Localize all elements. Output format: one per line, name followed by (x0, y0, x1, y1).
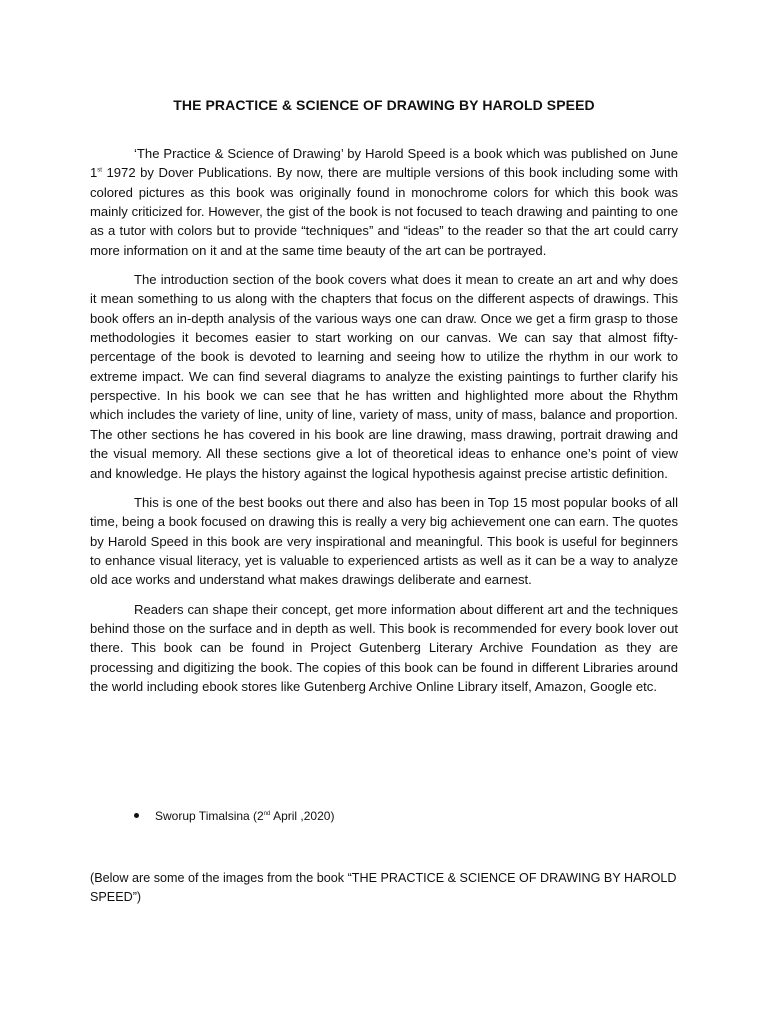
paragraph-publication-text-start: ‘The Practice & Science of Drawing’ by Harold Speed is a book which was published on June 1 (90, 146, 678, 181)
author-credit-text-start: Sworup Timalsina (2 (155, 809, 264, 823)
author-credit-text-end: April ,2020) (270, 809, 335, 823)
bullet-icon (134, 813, 139, 818)
paragraph-availability: Readers can shape their concept, get more information about different art and the techniques behind those on the surface and in depth as well. This book is recommended for every book lover out there. This book can be found in Project Gutenberg Literary Archive Foundation as they are processing and digitizing the book. The copies of this book can be found in different Libraries around the world including ebook stores like Gutenberg Archive Online Library itself, Amazon, Google etc. (90, 601, 678, 694)
paragraph-publication (90, 144, 678, 260)
document-title: THE PRACTICE & SCIENCE OF DRAWING BY HAROLD SPEED (173, 97, 595, 113)
document-body (90, 144, 678, 706)
author-date-ordinal-suffix: nd (263, 811, 271, 817)
images-note: (Below are some of the images from the book “THE PRACTICE & SCIENCE OF DRAWING BY HAROLD SPEED”) (90, 871, 677, 904)
paragraph-publication-text-end: 1972 by Dover Publications. By now, there are multiple versions of this book including some with colored pictures as this book was originally found in monochrome colors for which this book was mainly criticized for. However, the gist of the book is not focused to teach drawing and painting to one as a tutor with colors but to provide “techniques” and “ideas” to the reader so that the art could carry more information on it and at the same time beauty of the art can be portrayed. (90, 165, 678, 258)
author-credit (134, 807, 334, 825)
date-ordinal-suffix: st (97, 167, 102, 174)
paragraph-introduction: The introduction section of the book covers what does it mean to create an art and why does it mean something to us along with the chapters that focus on the different aspects of drawings. This book offers an in-depth analysis of the various ways one can draw. Once we get a firm grasp to those methodologies it becomes easier to start working on our canvas. We can say that almost fifty-percentage of the book is devoted to learning and seeing how to utilize the rhythm in our work to extreme impact. We can find several diagrams to analyze the existing paintings to further clarify his perspective. In his book we can see that he has written and highlighted more about the Rhythm which includes the variety of line, unity of line, variety of mass, unity of mass, balance and proportion. The other sections he has covered in his book are line drawing, mass drawing, portrait drawing and the visual memory. All these sections give a lot of theoretical ideas to enhance one’s point of view and knowledge. He plays the history against the logical hypothesis against precise artistic definition. (90, 272, 678, 481)
paragraph-popularity: This is one of the best books out there and also has been in Top 15 most popular books of all time, being a book focused on drawing this is really a very big achievement one can earn. The quotes by Harold Speed in this book are very inspirational and meaningful. This book is useful for beginners to enhance visual literacy, yet is valuable to experienced artists as well as it can be a way to analyze old ace works and understand what makes drawings deliberate and earnest. (90, 494, 678, 588)
